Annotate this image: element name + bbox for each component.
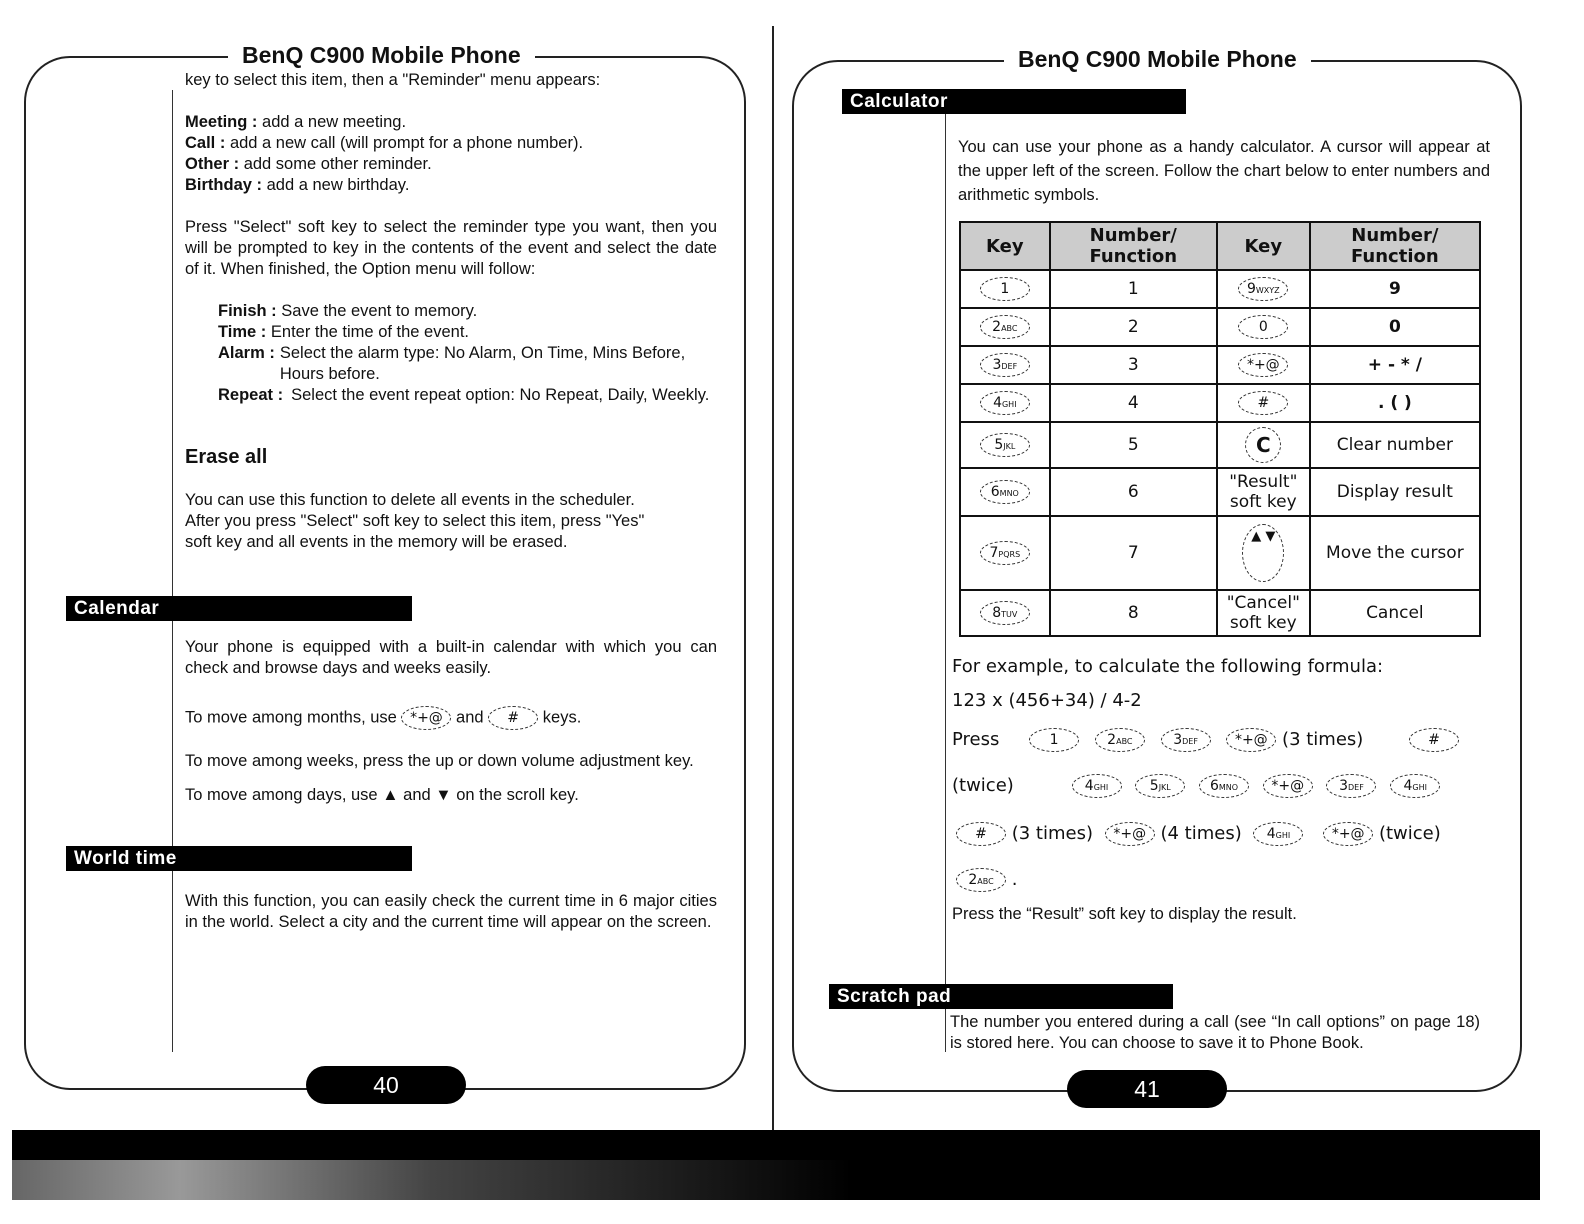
star-key-icon: *+@ — [1323, 822, 1373, 846]
table-header: Key — [960, 222, 1050, 270]
days-line: To move among days, use ▲ and ▼ on the scroll key. — [185, 786, 579, 804]
key-sequence-line-3: # (3 times) *+@ (4 times) 4GHI *+@ (twice) — [956, 822, 1441, 846]
key-4-icon: 4GHI — [1390, 774, 1440, 798]
left-page-frame — [24, 56, 746, 1090]
press-select-paragraph: Press "Select" soft key to select the reminder type you want, then you will be prompted to key in the contents of the event and select the date of it. When finished, the Option menu will follow: — [185, 218, 717, 278]
erase-all-text: You can use this function to delete all events in the scheduler. After you press "Select" soft key to select this item, press "Yes" soft key and all events in the memory will be erased. — [185, 491, 645, 551]
key-sequence-line-2: (twice) 4GHI 5JKL 6MNO *+@ 3DEF 4GHI — [952, 774, 1440, 798]
scratch-pad-text: The number you entered during a call (see “In call options” on page 18) is stored here. You can choose to save it to Phone Book. — [950, 1013, 1480, 1052]
table-row: 5JKL 5 C Clear number — [960, 422, 1480, 468]
option-item: Repeat : Select the event repeat option: No Repeat, Daily, Weekly. — [218, 386, 710, 404]
left-intro: key to select this item, then a "Reminder" menu appears: — [185, 71, 601, 89]
key-sequence-line-1: Press 1 2ABC 3DEF *+@ (3 times) # — [952, 728, 1459, 752]
example-heading: For example, to calculate the following formula: — [952, 656, 1384, 677]
star-key-icon: *+@ — [1238, 353, 1288, 377]
star-key-icon: *+@ — [1226, 728, 1276, 752]
key-3-icon: 3DEF — [1326, 774, 1376, 798]
world-time-section-bar: World time — [66, 846, 412, 871]
option-list — [218, 301, 718, 406]
reminder-item: Other : add some other reminder. — [185, 155, 432, 173]
up-arrow-icon: ▲ — [382, 786, 399, 804]
table-row: 1 1 9WXYZ 9 — [960, 270, 1480, 308]
left-page-header: BenQ C900 Mobile Phone — [228, 42, 535, 69]
table-row: 4GHI 4 # . ( ) — [960, 384, 1480, 422]
hash-key-icon: # — [1238, 391, 1288, 415]
key-3-icon: 3DEF — [1161, 728, 1211, 752]
world-time-text: With this function, you can easily check the current time in 6 major cities in the world. Select a city and the current time will appear on the screen. — [185, 892, 717, 931]
table-row: 2ABC 2 0 0 — [960, 308, 1480, 346]
down-arrow-icon: ▼ — [435, 786, 452, 804]
table-row: 8TUV 8 "Cancel" soft key Cancel — [960, 590, 1480, 636]
left-margin-rule — [172, 90, 173, 1052]
result-soft-key-label: "Result" soft key — [1217, 468, 1310, 516]
key-sequence-line-4: 2ABC . — [956, 868, 1017, 892]
table-row: 7PQRS 7 ▲ ▼ Move the cursor — [960, 516, 1480, 590]
erase-all-heading: Erase all — [185, 446, 268, 468]
table-header: Number/ Function — [1050, 222, 1217, 270]
hash-key-icon: # — [1409, 728, 1459, 752]
right-margin-rule — [945, 112, 946, 1052]
book-spine — [772, 26, 774, 1136]
hash-key-icon: # — [956, 822, 1006, 846]
star-key-icon: *+@ — [401, 706, 451, 730]
key-4-icon: 4GHI — [1072, 774, 1122, 798]
reminder-list — [185, 112, 725, 196]
key-2-icon: 2ABC — [980, 315, 1030, 339]
calendar-section-bar: Calendar — [66, 596, 412, 621]
months-line: To move among months, use *+@ and # keys. — [185, 706, 725, 730]
key-4-icon: 4GHI — [980, 391, 1030, 415]
hash-key-icon: # — [488, 706, 538, 730]
scratch-pad-section-bar: Scratch pad — [829, 984, 1173, 1009]
key-2-icon: 2ABC — [1095, 728, 1145, 752]
calculator-key-table — [959, 221, 1481, 637]
table-row: 3DEF 3 *+@ + - * / — [960, 346, 1480, 384]
reminder-item: Call : add a new call (will prompt for a phone number). — [185, 134, 584, 152]
key-2-icon: 2ABC — [956, 868, 1006, 892]
scan-edge-gradient — [12, 1160, 852, 1200]
weeks-line: To move among weeks, press the up or down volume adjustment key. — [185, 752, 694, 770]
calculator-intro: You can use your phone as a handy calculator. A cursor will appear at the upper left of the screen. Follow the chart below to enter numbers and arithmetic symbols. — [958, 138, 1490, 204]
table-header: Number/ Function — [1310, 222, 1480, 270]
key-1-icon: 1 — [1029, 728, 1079, 752]
left-page-number: 40 — [306, 1066, 466, 1104]
key-7-icon: 7PQRS — [980, 541, 1030, 565]
table-row: 6MNO 6 "Result" soft key Display result — [960, 468, 1480, 516]
reminder-item: Meeting : add a new meeting. — [185, 113, 407, 131]
option-item: Finish : Save the event to memory. — [218, 302, 478, 320]
key-6-icon: 6MNO — [1199, 774, 1249, 798]
key-5-icon: 5JKL — [1135, 774, 1185, 798]
key-5-icon: 5JKL — [980, 433, 1030, 457]
key-6-icon: 6MNO — [980, 480, 1030, 504]
star-key-icon: *+@ — [1105, 822, 1155, 846]
star-key-icon: *+@ — [1263, 774, 1313, 798]
calendar-text: Your phone is equipped with a built-in calendar with which you can check and browse days and weeks easily. — [185, 638, 717, 677]
key-8-icon: 8TUV — [980, 601, 1030, 625]
calculator-section-bar: Calculator — [842, 89, 1186, 114]
clear-key-icon: C — [1245, 427, 1281, 463]
right-page-header: BenQ C900 Mobile Phone — [1004, 46, 1311, 73]
key-0-icon: 0 — [1238, 315, 1288, 339]
key-1-icon: 1 — [980, 277, 1030, 301]
right-page-number: 41 — [1067, 1070, 1227, 1108]
option-item: Time : Enter the time of the event. — [218, 323, 470, 341]
example-formula: 123 x (456+34) / 4-2 — [952, 690, 1142, 711]
result-instruction: Press the “Result” soft key to display the result. — [952, 905, 1297, 923]
cancel-soft-key-label: "Cancel" soft key — [1217, 590, 1310, 636]
option-item: Alarm : Select the alarm type: No Alarm, On Time, Mins Before, Hours before. — [218, 344, 686, 383]
key-9-icon: 9WXYZ — [1238, 277, 1288, 301]
scroll-key-icon: ▲ ▼ — [1242, 524, 1284, 582]
key-4-icon: 4GHI — [1253, 822, 1303, 846]
key-3-icon: 3DEF — [980, 353, 1030, 377]
reminder-item: Birthday : add a new birthday. — [185, 176, 410, 194]
table-header: Key — [1217, 222, 1310, 270]
